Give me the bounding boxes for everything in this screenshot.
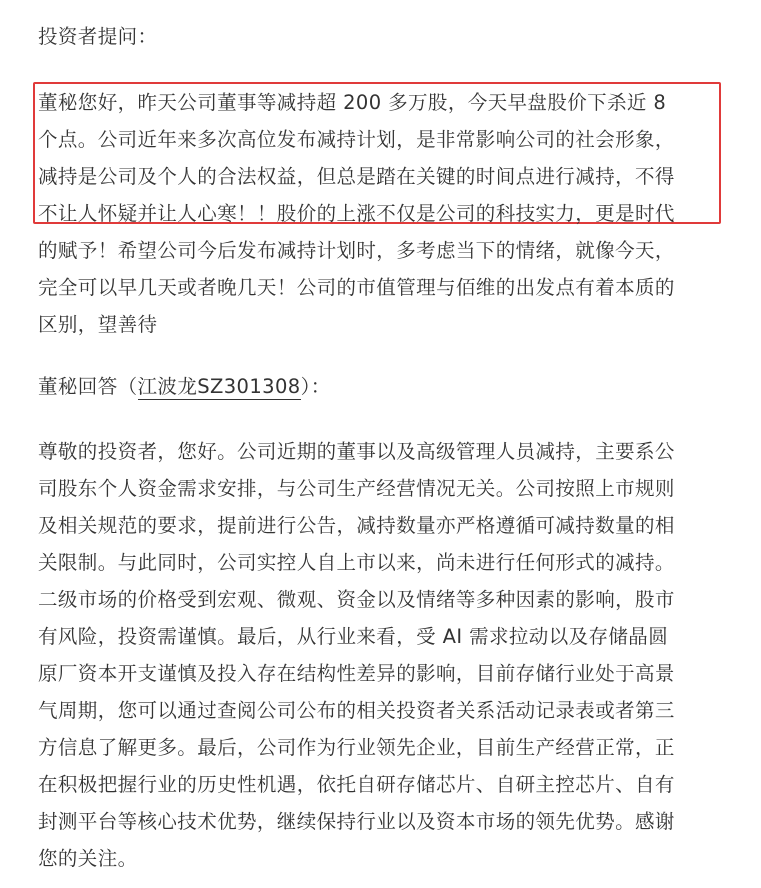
answer-heading-prefix: 董秘回答（ xyxy=(38,375,138,398)
answer-line: 封测平台等核心技术优势，继续保持行业以及资本市场的领先优势。感谢 xyxy=(38,810,675,833)
question-line: 区别，望善待 xyxy=(38,313,158,336)
answer-line: 司股东个人资金需求安排，与公司生产经营情况无关。公司按照上市规则 xyxy=(38,477,675,500)
question-line: 减持是公司及个人的合法权益，但总是踏在关键的时间点进行减持，不得 xyxy=(38,165,675,188)
answer-heading xyxy=(38,368,331,405)
answer-line: 有风险，投资需谨慎。最后，从行业来看，受 AI 需求拉动以及存储晶圆 xyxy=(38,625,669,648)
answer-line: 尊敬的投资者，您好。公司近期的董事以及高级管理人员减持，主要系公 xyxy=(38,440,675,463)
question-heading: 投资者提问： xyxy=(38,25,158,48)
answer-line: 关限制。与此同时，公司实控人自上市以来，尚未进行任何形式的减持。 xyxy=(38,551,675,574)
question-line: 的赋予！希望公司今后发布减持计划时，多考虑当下的情绪，就像今天， xyxy=(38,239,675,262)
question-line: 不让人怀疑并让人心寒！！股价的上涨不仅是公司的科技实力，更是时代 xyxy=(38,202,675,225)
answer-line: 原厂资本开支谨慎及投入存在结构性差异的影响，目前存储行业处于高景 xyxy=(38,662,675,685)
question-line: 完全可以早几天或者晚几天！公司的市值管理与佰维的出发点有着本质的 xyxy=(38,276,675,299)
answer-line: 及相关规范的要求，提前进行公告，减持数量亦严格遵循可减持数量的相 xyxy=(38,514,675,537)
answer-heading-suffix: ）： xyxy=(300,375,331,398)
question-line: 个点。公司近年来多次高位发布减持计划，是非常影响公司的社会形象， xyxy=(38,128,675,151)
answer-line: 方信息了解更多。最后，公司作为行业领先企业，目前生产经营正常，正 xyxy=(38,736,675,759)
question-line: 董秘您好，昨天公司董事等减持超 200 多万股，今天早盘股价下杀近 8 xyxy=(38,91,667,114)
answer-line: 气周期，您可以通过查阅公司公布的相关投资者关系活动记录表或者第三 xyxy=(38,699,675,722)
company-stock-link[interactable]: 江波龙SZ301308 xyxy=(137,375,301,398)
answer-line: 您的关注。 xyxy=(38,847,138,870)
answer-line: 二级市场的价格受到宏观、微观、资金以及情绪等多种因素的影响，股市 xyxy=(38,588,675,611)
answer-line: 在积极把握行业的历史性机遇，依托自研存储芯片、自研主控芯片、自有 xyxy=(38,773,675,796)
